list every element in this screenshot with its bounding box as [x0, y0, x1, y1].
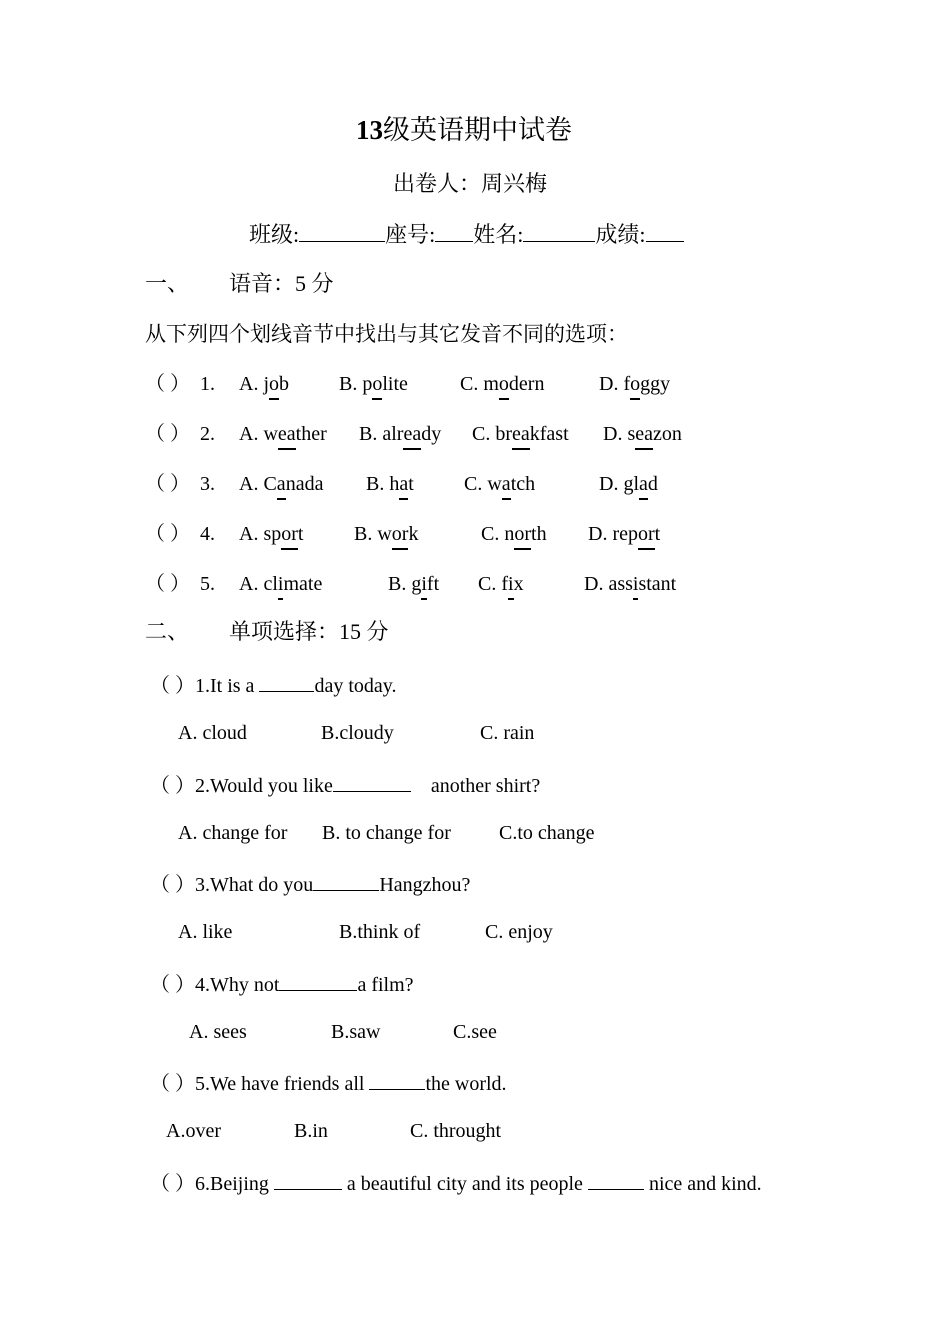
- choice-question: （ ）3.What do you Hangzhou?: [150, 874, 471, 896]
- phonetic-option[interactable]: C. breakfast: [472, 423, 569, 445]
- question-paren[interactable]: （ ）: [145, 573, 190, 595]
- answer-blank[interactable]: [274, 1171, 342, 1190]
- underlined-syllable: a: [276, 473, 286, 495]
- underlined-syllable: o: [372, 373, 383, 395]
- phonetic-option[interactable]: B. hat: [366, 473, 414, 495]
- underlined-syllable: or: [514, 523, 532, 545]
- underlined-syllable: ea: [403, 423, 422, 445]
- section1-heading: [145, 273, 334, 295]
- underlined-syllable: o: [498, 373, 509, 395]
- answer-blank[interactable]: [279, 972, 357, 991]
- choice-question: （ ）4.Why not a film?: [150, 974, 414, 996]
- choice-option[interactable]: A. like: [178, 921, 233, 943]
- title-text: 级英语期中试卷: [383, 115, 572, 145]
- choice-option[interactable]: C. throught: [410, 1120, 502, 1142]
- author-line: 出卷人：周兴梅: [393, 171, 548, 196]
- question-paren[interactable]: （ ）: [145, 473, 190, 495]
- phonetic-option[interactable]: C. north: [481, 523, 547, 545]
- answer-blank[interactable]: [313, 872, 379, 891]
- phonetic-option[interactable]: A. job: [239, 373, 289, 395]
- question-paren[interactable]: （ ）: [145, 423, 190, 445]
- phonetic-option[interactable]: C. fix: [478, 573, 524, 595]
- phonetic-option[interactable]: A. weather: [239, 423, 327, 445]
- underlined-syllable: i: [508, 573, 514, 595]
- phonetic-option[interactable]: D. assistant: [584, 573, 677, 595]
- phonetic-option[interactable]: C. modern: [460, 373, 545, 395]
- seat-blank[interactable]: [435, 223, 473, 242]
- underlined-syllable: ea: [512, 423, 530, 445]
- choice-question: （ ）2.Would you like another shirt?: [150, 775, 541, 797]
- phonetic-option[interactable]: A. Canada: [239, 473, 324, 495]
- choice-question: （ ）1.It is a day today.: [150, 675, 397, 697]
- choice-option[interactable]: B.cloudy: [321, 722, 394, 744]
- choice-option[interactable]: A. sees: [189, 1021, 247, 1043]
- phonetic-option[interactable]: B. work: [354, 523, 419, 545]
- choice-option[interactable]: A.over: [166, 1120, 221, 1142]
- underlined-syllable: i: [632, 573, 639, 595]
- underlined-syllable: or: [281, 523, 298, 545]
- phonetic-option[interactable]: D. report: [588, 523, 661, 545]
- choice-question: （ ）6.Beijing a beautiful city and its people nice and kind.: [150, 1173, 762, 1195]
- answer-blank[interactable]: [333, 773, 411, 792]
- question-number: 4.: [200, 523, 215, 545]
- choice-option[interactable]: C.see: [453, 1021, 497, 1043]
- answer-blank[interactable]: [588, 1171, 644, 1190]
- question-number: 1.: [200, 373, 215, 395]
- question-number: 5.: [200, 573, 215, 595]
- phonetic-option[interactable]: A. climate: [239, 573, 323, 595]
- class-label: 班级:: [249, 222, 300, 247]
- phonetic-option[interactable]: B. gift: [388, 573, 440, 595]
- choice-option[interactable]: B.in: [294, 1120, 328, 1142]
- class-blank[interactable]: [299, 223, 385, 242]
- question-paren[interactable]: （ ）: [145, 523, 190, 545]
- phonetic-option[interactable]: D. foggy: [599, 373, 671, 395]
- choice-question: （ ）5.We have friends all the world.: [150, 1073, 507, 1095]
- answer-blank[interactable]: [369, 1071, 425, 1090]
- title-number: 13: [356, 115, 383, 145]
- phonetic-option[interactable]: D. seazon: [603, 423, 682, 445]
- choice-option[interactable]: B.saw: [331, 1021, 381, 1043]
- underlined-syllable: a: [501, 473, 511, 495]
- phonetic-option[interactable]: C. watch: [464, 473, 536, 495]
- choice-option[interactable]: A. change for: [178, 822, 288, 844]
- section2-number: 二、: [145, 619, 190, 644]
- score-blank[interactable]: [646, 223, 684, 242]
- underlined-syllable: a: [399, 473, 409, 495]
- underlined-syllable: ea: [635, 423, 653, 445]
- underlined-syllable: or: [391, 523, 409, 545]
- underlined-syllable: i: [421, 573, 427, 595]
- phonetic-option[interactable]: D. glad: [599, 473, 658, 495]
- underlined-syllable: o: [630, 373, 641, 395]
- name-label: 姓名:: [473, 222, 524, 247]
- underlined-syllable: a: [639, 473, 648, 495]
- section1-title: 语音：5 分: [229, 271, 334, 296]
- question-paren[interactable]: （ ）: [145, 373, 190, 395]
- choice-option[interactable]: A. cloud: [178, 722, 247, 744]
- section1-number: 一、: [145, 271, 190, 296]
- phonetic-option[interactable]: B. polite: [339, 373, 408, 395]
- answer-blank[interactable]: [259, 673, 314, 692]
- phonetic-option[interactable]: B. already: [359, 423, 442, 445]
- section2-title: 单项选择：15 分: [229, 619, 389, 644]
- choice-option[interactable]: C.to change: [499, 822, 595, 844]
- choice-option[interactable]: B.think of: [339, 921, 421, 943]
- page-title: [356, 117, 572, 144]
- section1-instruction: 从下列四个划线音节中找出与其它发音不同的选项：: [145, 322, 628, 346]
- choice-option[interactable]: C. rain: [480, 722, 535, 744]
- choice-option[interactable]: C. enjoy: [485, 921, 553, 943]
- seat-label: 座号:: [385, 222, 436, 247]
- underlined-syllable: o: [269, 373, 279, 395]
- underlined-syllable: or: [637, 523, 655, 545]
- choice-option[interactable]: B. to change for: [322, 822, 451, 844]
- underlined-syllable: ea: [277, 423, 296, 445]
- score-label: 成绩:: [595, 222, 646, 247]
- section2-heading: [145, 621, 389, 643]
- underlined-syllable: i: [277, 573, 284, 595]
- phonetic-option[interactable]: A. sport: [239, 523, 304, 545]
- question-number: 2.: [200, 423, 215, 445]
- name-blank[interactable]: [523, 223, 595, 242]
- question-number: 3.: [200, 473, 215, 495]
- student-info-line: [249, 223, 684, 246]
